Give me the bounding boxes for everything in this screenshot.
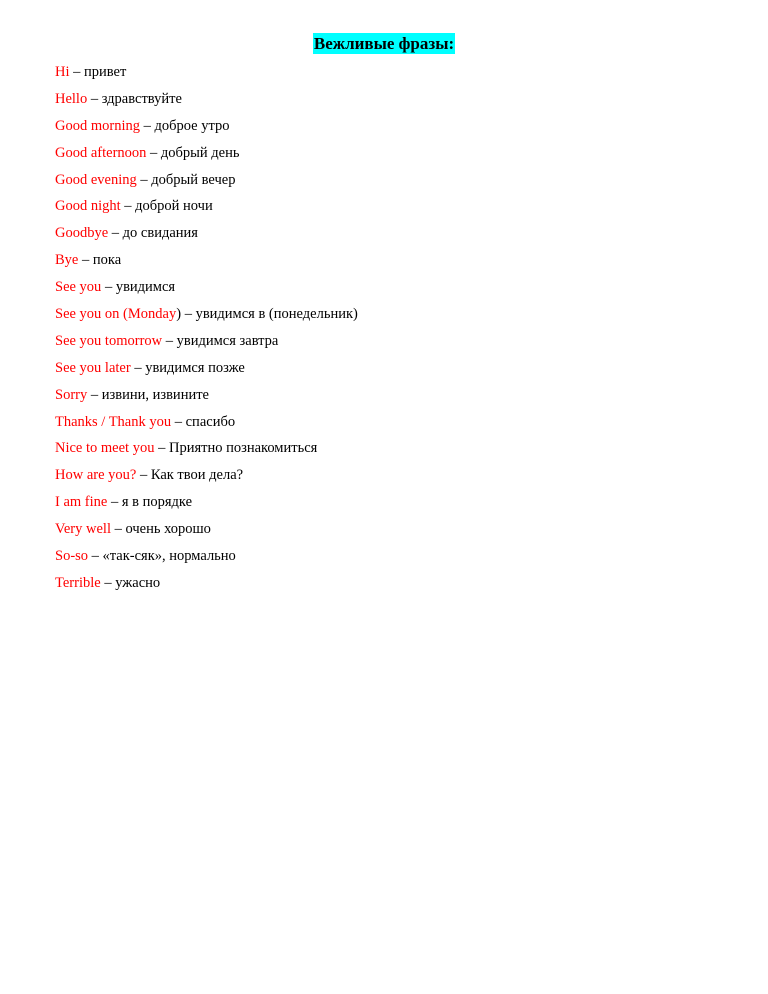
english-phrase: I am fine [55, 494, 108, 511]
phrase-item [55, 438, 358, 465]
phrase-item [55, 223, 358, 250]
separator: – [130, 359, 146, 376]
russian-translation: добрый вечер [151, 171, 236, 188]
phrase-item [55, 196, 358, 223]
russian-translation: здравствуйте [101, 90, 182, 107]
russian-translation: увидимся в (понедельник) [195, 306, 358, 323]
phrase-item [55, 519, 358, 546]
phrase-item [55, 546, 358, 573]
separator: – [139, 117, 155, 134]
russian-translation: привет [84, 64, 127, 80]
phrase-item [55, 89, 358, 116]
russian-translation: очень хорошо [125, 521, 211, 538]
english-phrase: Hello [55, 90, 88, 107]
english-phrase: See you [55, 279, 102, 296]
closing-parenthesis: ) [176, 306, 182, 323]
separator: – [120, 198, 136, 215]
russian-translation: увидимся [115, 279, 176, 296]
phrase-item [55, 385, 358, 412]
russian-translation: я в порядке [121, 494, 193, 511]
russian-translation: доброе утро [154, 117, 230, 134]
russian-translation: доброй ночи [135, 198, 213, 215]
separator: – [171, 413, 186, 430]
phrase-item [55, 170, 358, 197]
separator: – [88, 548, 103, 565]
english-phrase: See you tomorrow [55, 332, 163, 349]
separator: – [154, 440, 169, 457]
separator: – [146, 144, 161, 161]
english-phrase: Hi [55, 64, 70, 80]
separator: – [162, 332, 177, 349]
title-container [0, 33, 768, 54]
english-phrase: Good evening [55, 171, 137, 188]
english-phrase: Nice to meet you [55, 440, 155, 457]
russian-translation: добрый день [160, 144, 240, 161]
english-phrase: See you on (Monday [55, 306, 177, 323]
phrase-item [55, 62, 358, 89]
phrase-item [55, 573, 358, 600]
english-phrase: So-so [55, 548, 89, 565]
separator: – [100, 574, 116, 591]
english-phrase: How are you? [55, 467, 137, 484]
phrase-item [55, 492, 358, 519]
russian-translation: увидимся позже [145, 359, 245, 376]
separator: – [136, 171, 152, 188]
russian-translation: до свидания [122, 225, 198, 242]
russian-translation: Приятно познакомиться [168, 440, 318, 457]
russian-translation: спасибо [185, 413, 236, 430]
separator: – [108, 225, 123, 242]
russian-translation: извини, извините [101, 386, 209, 403]
phrase-list [55, 62, 358, 600]
russian-translation: Как твои дела? [150, 467, 244, 484]
english-phrase: Thanks / Thank you [55, 413, 172, 430]
phrase-item [55, 143, 358, 170]
separator: – [69, 64, 84, 80]
phrase-item [55, 465, 358, 492]
english-phrase: Bye [55, 252, 79, 269]
separator: – [101, 279, 116, 296]
phrase-item [55, 358, 358, 385]
phrase-item [55, 250, 358, 277]
phrase-item [55, 277, 358, 304]
separator: – [107, 494, 122, 511]
english-phrase: Good afternoon [55, 144, 147, 161]
separator: – [110, 521, 126, 538]
russian-translation: увидимся завтра [176, 332, 279, 349]
separator: – [181, 306, 196, 323]
russian-translation: «так-сяк», нормально [102, 548, 236, 565]
english-phrase: Good morning [55, 117, 140, 134]
phrase-item [55, 412, 358, 439]
separator: – [87, 386, 102, 403]
separator: – [78, 252, 93, 269]
russian-translation: пока [92, 252, 122, 269]
separator: – [136, 467, 151, 484]
english-phrase: Goodbye [55, 225, 109, 242]
english-phrase: See you later [55, 359, 131, 376]
russian-translation: ужасно [115, 574, 161, 591]
separator: – [87, 90, 102, 107]
english-phrase: Good night [55, 198, 121, 215]
page-title: Вежливые фразы: [313, 34, 455, 53]
phrase-item [55, 304, 358, 331]
english-phrase: Terrible [55, 574, 101, 591]
english-phrase: Very well [55, 521, 111, 538]
phrase-item [55, 331, 358, 358]
phrase-item [55, 116, 358, 143]
english-phrase: Sorry [55, 386, 88, 403]
